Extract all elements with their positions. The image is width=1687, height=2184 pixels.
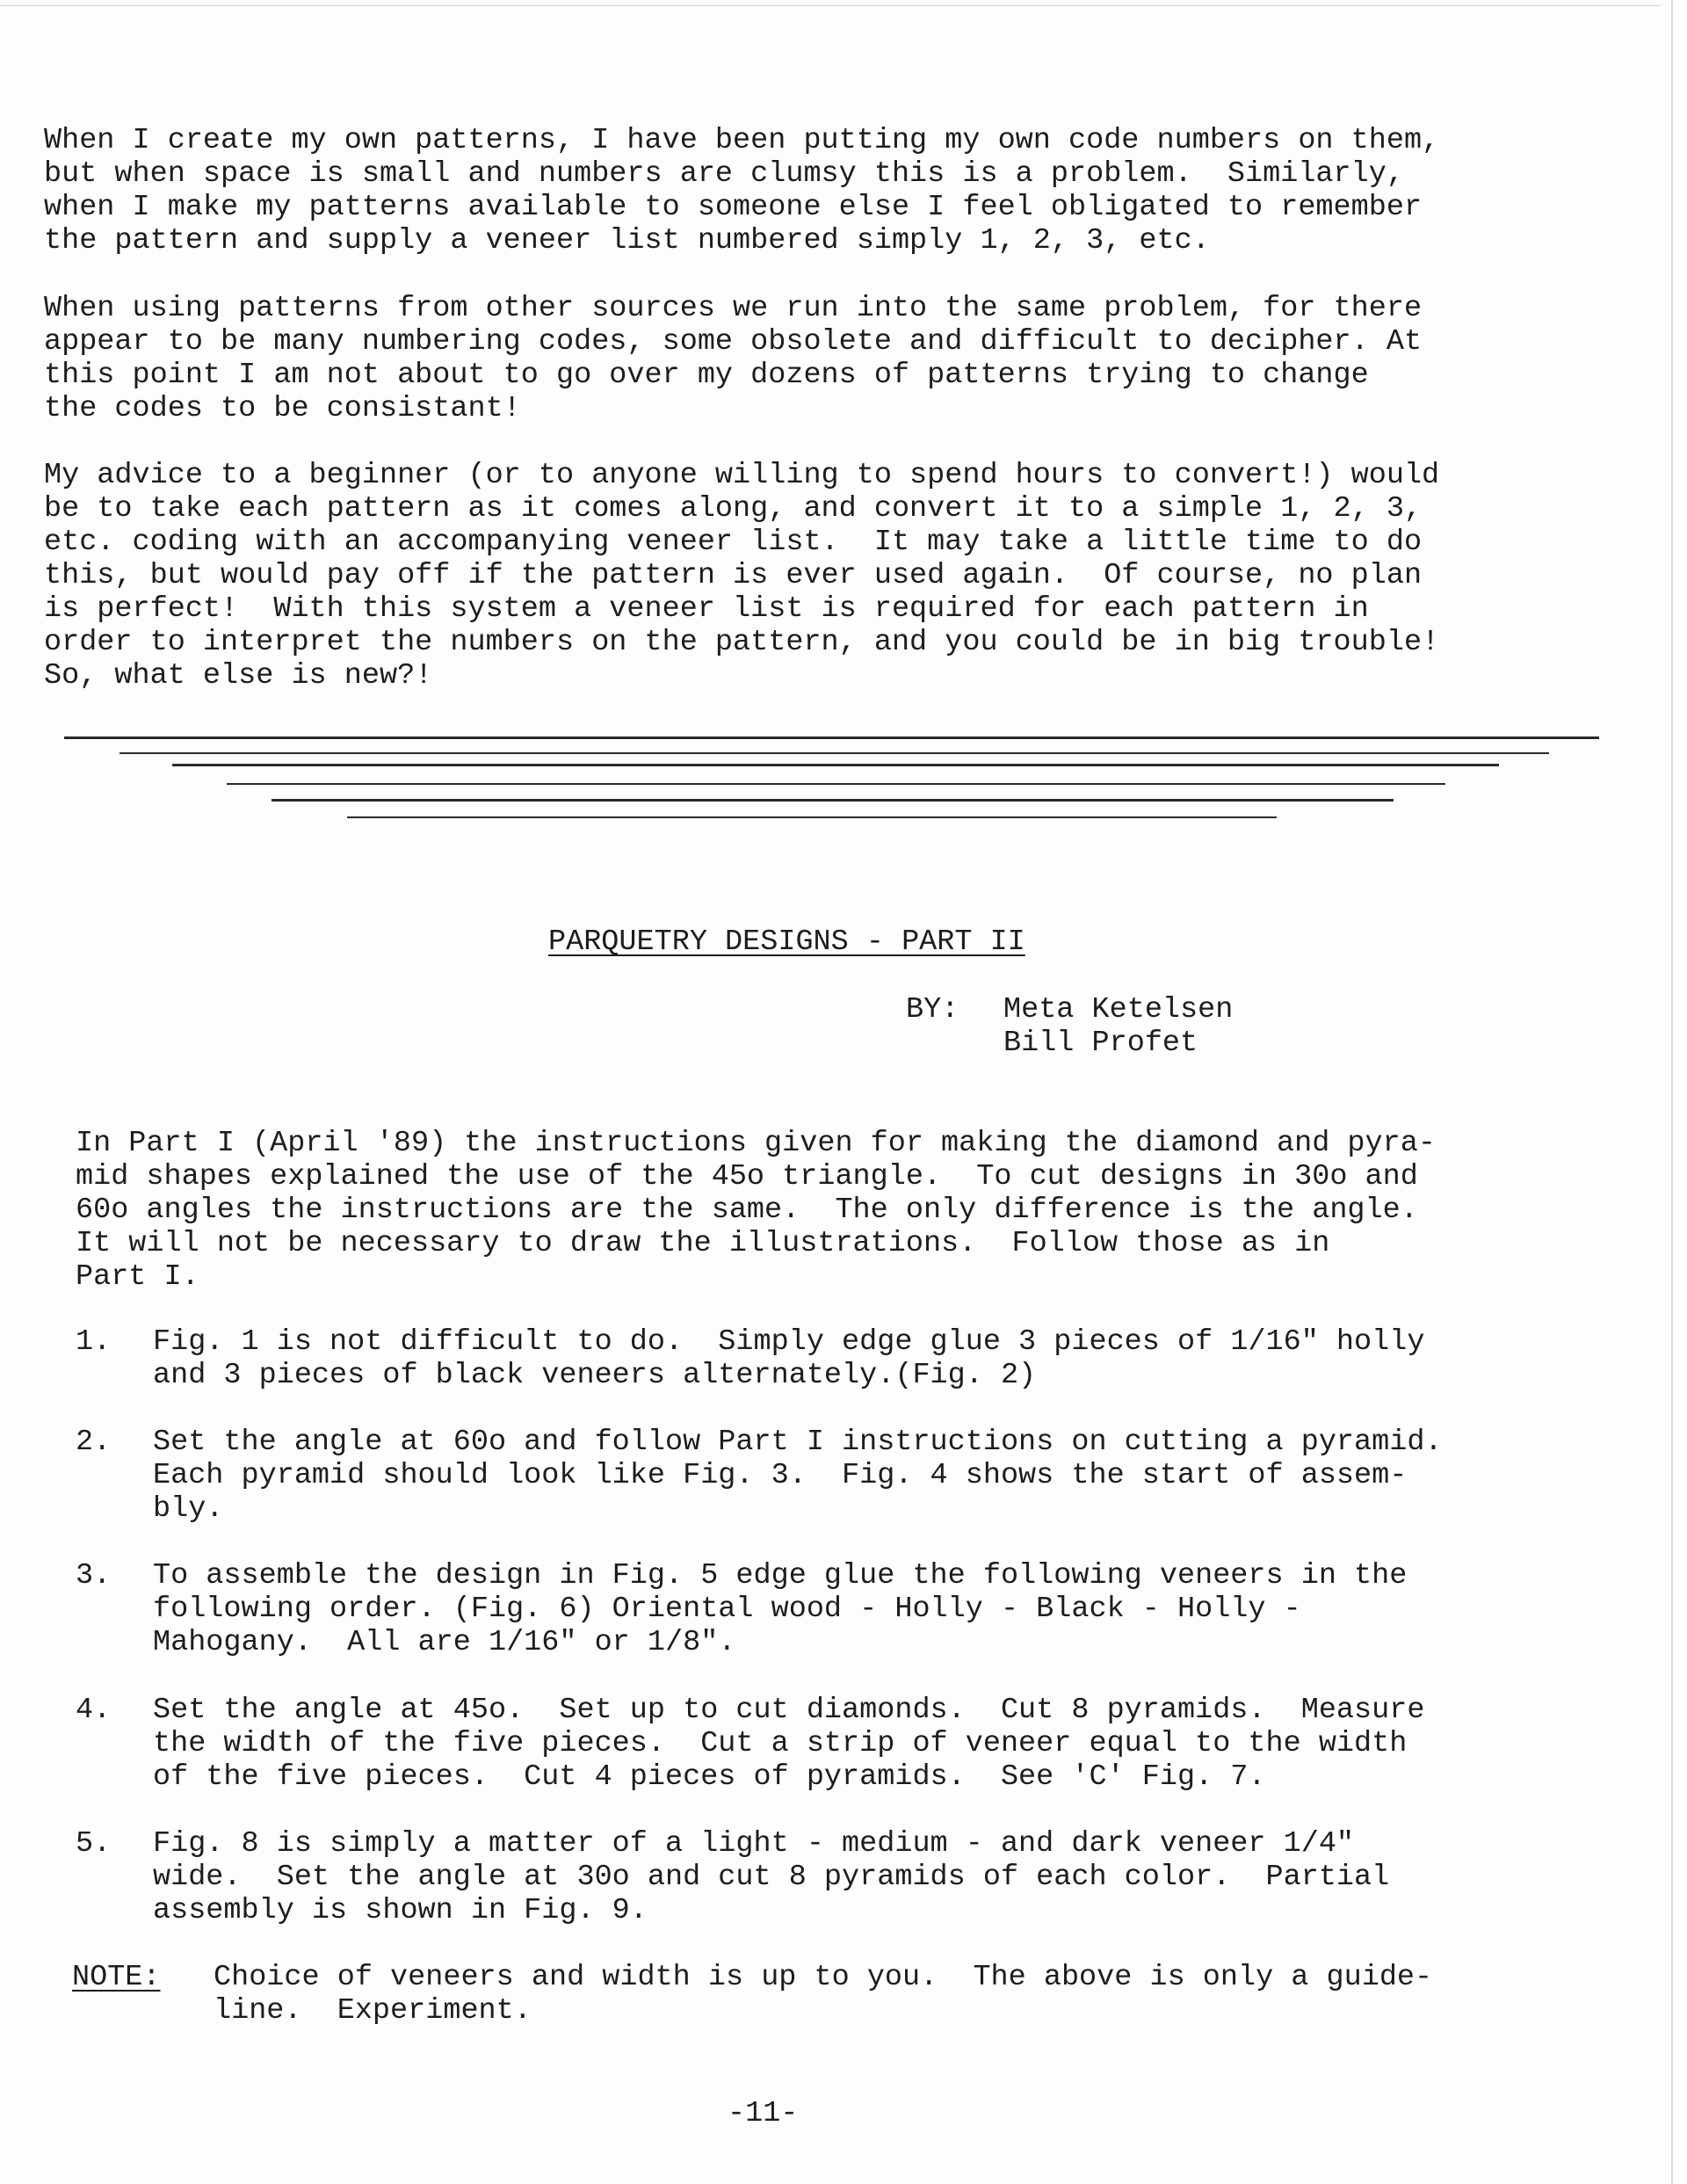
paragraph-code-numbers: When I create my own patterns, I have been putting my own code numbers on them, but when space is small and numbers are clumsy this is a problem. Similarly, when I make my patterns available to someone else I feel obligated to remember the pattern and supply a veneer list numbered simply 1, 2, 3, etc. bbox=[44, 124, 1440, 258]
note-text: Choice of veneers and width is up to you. The above is only a guide- line. Experiment. bbox=[214, 1961, 1433, 2028]
page-top-edge bbox=[0, 5, 1661, 6]
list-item-number: 4. bbox=[76, 1694, 112, 1727]
divider-line-1 bbox=[64, 736, 1599, 739]
divider-line-3 bbox=[172, 764, 1499, 766]
page-number: -11- bbox=[728, 2097, 799, 2130]
list-item-text: Fig. 1 is not difficult to do. Simply edge glue 3 pieces of 1/16" holly and 3 pieces of black veneers alternately.(Fig. 2) bbox=[153, 1325, 1425, 1392]
divider-line-6 bbox=[347, 816, 1277, 818]
paragraph-advice: My advice to a beginner (or to anyone willing to spend hours to convert!) would be to take each pattern as it comes along, and convert it to a simple 1, 2, 3, etc. coding with an accompanying veneer list. It may take a little time to do this, but would pay off if the pattern is ever used again. Of course, no plan is perfect! With this system a veneer list is required for each pattern in order to interpret the numbers on the pattern, and you could be in big trouble! So, what else is new?! bbox=[44, 459, 1440, 693]
list-item-number: 3. bbox=[76, 1559, 112, 1593]
note-label: NOTE: bbox=[72, 1961, 161, 1994]
paragraph-other-sources: When using patterns from other sources we run into the same problem, for there appear to be many numbering codes, some obsolete and difficult to decipher. At this point I am not about to go over my dozens of patterns trying to change the codes to be consistant! bbox=[44, 292, 1423, 425]
list-item-number: 1. bbox=[76, 1325, 112, 1359]
list-item-text: Set the angle at 60o and follow Part I instructions on cutting a pyramid. Each pyramid should look like Fig. 3. Fig. 4 shows the start of assem- bly. bbox=[153, 1426, 1443, 1526]
author-name-1: Meta Ketelsen bbox=[1003, 993, 1234, 1027]
author-name-2: Bill Profet bbox=[1003, 1027, 1198, 1060]
list-item-text: Set the angle at 45o. Set up to cut diamonds. Cut 8 pyramids. Measure the width of the five pieces. Cut a strip of veneer equal to the width of the five pieces. Cut 4 pieces of pyramids. See 'C' Fig. 7. bbox=[153, 1694, 1425, 1794]
article-intro: In Part I (April '89) the instructions given for making the diamond and pyra- mid shapes explained the use of the 45o triangle. To cut designs in 30o and 60o angles the instructions are the same. The only difference is the angle. It will not be necessary to draw the illustrations. Follow those as in Part I. bbox=[76, 1127, 1436, 1294]
divider-line-2 bbox=[119, 752, 1549, 754]
list-item-number: 5. bbox=[76, 1827, 112, 1861]
divider-line-4 bbox=[227, 783, 1445, 785]
list-item-text: Fig. 8 is simply a matter of a light - medium - and dark veneer 1/4" wide. Set the angle at 30o and cut 8 pyramids of each color. Partial assembly is shown in Fig. 9. bbox=[153, 1827, 1390, 1927]
divider-line-5 bbox=[272, 799, 1394, 802]
list-item-number: 2. bbox=[76, 1426, 112, 1459]
page-right-edge bbox=[1671, 0, 1673, 2184]
byline-label: BY: bbox=[906, 993, 959, 1027]
list-item-text: To assemble the design in Fig. 5 edge glue the following veneers in the following order. (Fig. 6) Oriental wood - Holly - Black - Holly - Mahogany. All are 1/16" or 1/8". bbox=[153, 1559, 1408, 1659]
article-title: PARQUETRY DESIGNS - PART II bbox=[548, 925, 1025, 959]
